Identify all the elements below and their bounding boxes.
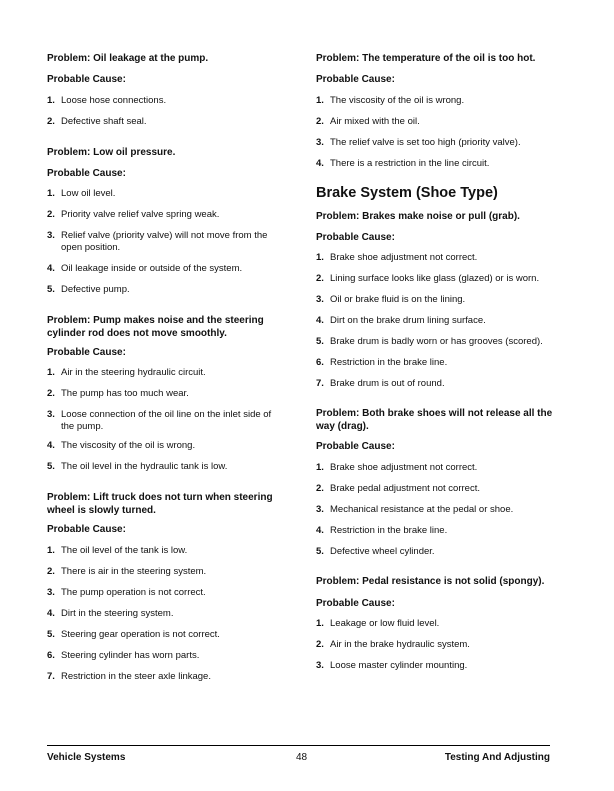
list-item: 7. Restriction in the steer axle linkage. <box>47 671 211 682</box>
list-item: 3. Mechanical resistance at the pedal or shoe. <box>316 504 514 515</box>
list-item: 4. Restriction in the brake line. <box>316 525 448 536</box>
footer-left-title: Vehicle Systems <box>47 752 126 763</box>
probable-cause-label: Probable Cause: <box>316 232 395 243</box>
problem-title: Problem: Pedal resistance is not solid (spongy). <box>316 576 545 587</box>
list-item: 2. The pump has too much wear. <box>47 388 189 399</box>
list-item: 1. Low oil level. <box>47 188 116 199</box>
list-item: 5. Defective wheel cylinder. <box>316 546 435 557</box>
footer-right-title: Testing And Adjusting <box>444 752 550 763</box>
list-item: 1. Loose hose connections. <box>47 95 167 106</box>
probable-cause-label: Probable Cause: <box>316 441 395 452</box>
list-item: 4. The viscosity of the oil is wrong. <box>47 440 196 451</box>
list-item: 3. The relief valve is set too high (priority valve). <box>316 137 521 148</box>
list-item: 2. Air mixed with the oil. <box>316 116 420 127</box>
list-item: 4. Dirt in the steering system. <box>47 608 174 619</box>
list-item: 3. The pump operation is not correct. <box>47 587 206 598</box>
list-item: 2. Defective shaft seal. <box>47 116 147 127</box>
list-item: 5. Defective pump. <box>47 284 130 295</box>
problem-title: Problem: The temperature of the oil is too hot. <box>316 53 536 64</box>
list-item: 1. Brake shoe adjustment not correct. <box>316 462 478 473</box>
problem-title: Problem: Oil leakage at the pump. <box>47 53 209 64</box>
probable-cause-label: Probable Cause: <box>47 74 126 85</box>
section-heading: Brake System (Shoe Type) <box>316 185 498 201</box>
page-number: 48 <box>296 752 308 763</box>
probable-cause-label: Probable Cause: <box>47 168 126 179</box>
problem-title: Problem: Lift truck does not turn when steering wheel is slowly turned. <box>47 492 273 516</box>
probable-cause-label: Probable Cause: <box>316 74 395 85</box>
list-item: 1. The oil level of the tank is low. <box>47 545 188 556</box>
list-item: 1. Brake shoe adjustment not correct. <box>316 252 478 263</box>
list-item: 4. Dirt on the brake drum lining surface. <box>316 315 486 326</box>
list-item: 6. Restriction in the brake line. <box>316 357 448 368</box>
list-item: 2. Priority valve relief valve spring weak. <box>47 209 220 220</box>
list-item: 2. Brake pedal adjustment not correct. <box>316 483 480 494</box>
list-item: 6. Steering cylinder has worn parts. <box>47 650 200 661</box>
list-item: 3. Loose master cylinder mounting. <box>316 660 468 671</box>
list-item: 1. Air in the steering hydraulic circuit. <box>47 367 206 378</box>
list-item: 3. Loose connection of the oil line on the inlet side of the pump. <box>47 409 272 432</box>
probable-cause-label: Probable Cause: <box>47 524 126 535</box>
list-item: 4. Oil leakage inside or outside of the system. <box>47 263 243 274</box>
footer-divider <box>47 745 550 746</box>
list-item: 5. Brake drum is badly worn or has grooves (scored). <box>316 336 543 347</box>
problem-title: Problem: Low oil pressure. <box>47 147 176 158</box>
problem-title: Problem: Brakes make noise or pull (grab). <box>316 211 520 222</box>
list-item: 1. The viscosity of the oil is wrong. <box>316 95 465 106</box>
list-item: 2. Air in the brake hydraulic system. <box>316 639 470 650</box>
list-item: 2. There is air in the steering system. <box>47 566 207 577</box>
list-item: 3. Oil or brake fluid is on the lining. <box>316 294 466 305</box>
list-item: 5. The oil level in the hydraulic tank is low. <box>47 461 228 472</box>
list-item: 2. Lining surface looks like glass (glazed) or is worn. <box>316 273 540 284</box>
list-item: 4. There is a restriction in the line circuit. <box>316 158 490 169</box>
problem-title: Problem: Both brake shoes will not release all the way (drag). <box>316 408 553 432</box>
list-item: 5. Steering gear operation is not correct. <box>47 629 220 640</box>
list-item: 3. Relief valve (priority valve) will not move from the open position. <box>47 230 268 253</box>
list-item: 7. Brake drum is out of round. <box>316 378 445 389</box>
probable-cause-label: Probable Cause: <box>316 598 395 609</box>
list-item: 1. Leakage or low fluid level. <box>316 618 440 629</box>
problem-block <box>47 52 287 65</box>
probable-cause-label: Probable Cause: <box>47 347 126 358</box>
problem-title: Problem: Pump makes noise and the steering cylinder rod does not move smoothly. <box>47 315 264 339</box>
